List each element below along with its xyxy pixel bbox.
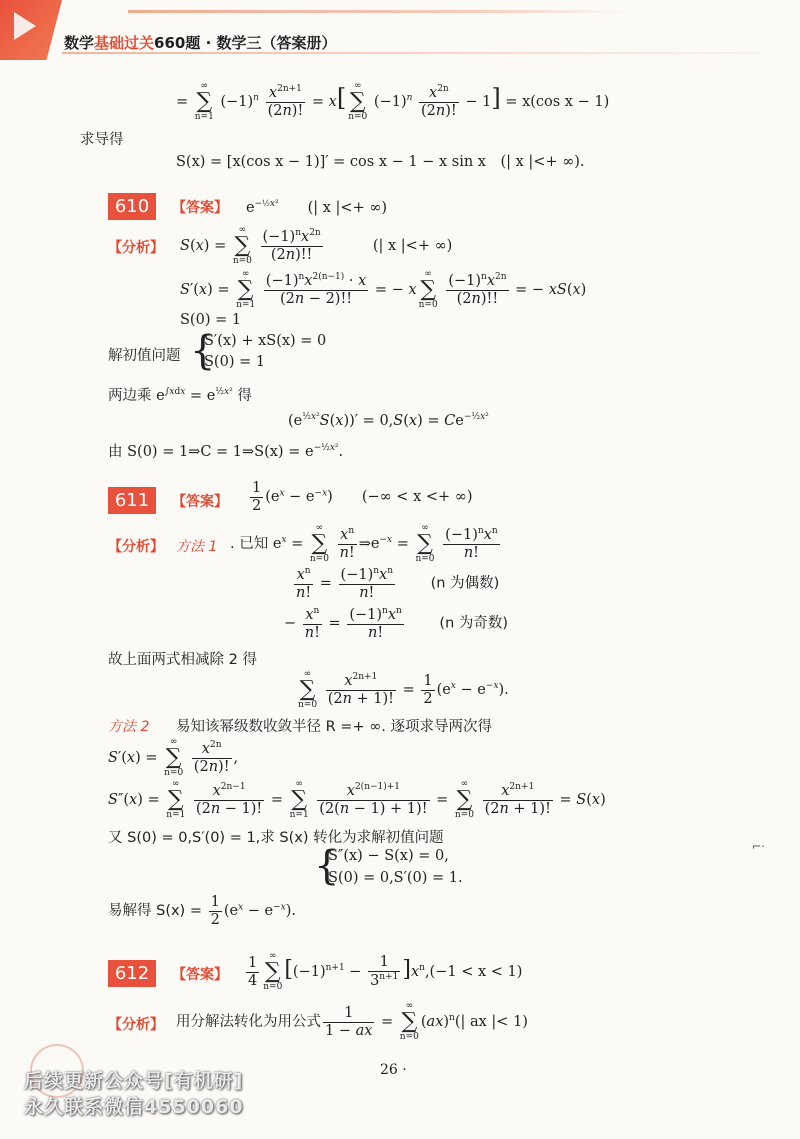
- even-note: (n 为偶数): [430, 575, 500, 592]
- result-line-610: 由 S(0) = 1⇒C = 1⇒S(x) = $e^{-\frac{1}{2}x^2}$.: [108, 443, 344, 460]
- ink-speck: ⌐·: [752, 840, 765, 853]
- title-highlight: 基础过关: [94, 34, 155, 52]
- problem-badge-610: 610: [108, 193, 156, 220]
- answer-612: $\frac{1}{4}$ ∞ ∑ n=0 [$(-1)^{n+1}$ − $\frac{1}{3^{n+1}}$ ]$x^n,(-1 < x < 1)$: [248, 951, 523, 992]
- result-text-610: 由 S(0) = 1⇒C = 1⇒S(x) =: [108, 444, 301, 460]
- solve-text: 易解得 S(x) =: [108, 903, 202, 920]
- answer-610-range: (| x |<+ ∞): [307, 200, 388, 216]
- known-label: . 已知: [230, 536, 269, 552]
- s-double-prime-611: S″(x) = ∞ ∑ n=1 $\frac{x^{2n-1}}{(2n - 1)!}$ = ∞ ∑ n=1 $\frac{x^{2(n-1)+1}}{(2(n - 1) + 1)!}$ = ∞ ∑ n=0 $\frac{x^{2n+1}}{(2n + 1)!}$ = S(x): [108, 779, 606, 820]
- answer-tag-612: 【答案】: [172, 967, 228, 983]
- multiply-tail: 得: [237, 388, 252, 404]
- formula-tail-612: (| ax |< 1): [454, 1014, 528, 1030]
- s0-610: S(0) = 1: [180, 312, 242, 328]
- method-1-label: 方法 1: [176, 539, 218, 555]
- method-2-text: 易知该幂级数收敛半径 R =+ ∞. 逐项求导两次得: [176, 719, 492, 735]
- header-rule: [128, 10, 628, 13]
- derive-label: 求导得: [80, 132, 124, 148]
- analysis-tag-611: 【分析】: [108, 539, 164, 555]
- watermark-line-1: 后续更新公众号[有机研]: [24, 1070, 244, 1092]
- analysis-tag-610: 【分析】: [108, 240, 164, 256]
- answer-611-range: (−∞ < x <+ ∞): [361, 489, 473, 506]
- known-series-611: . 已知 $e^x$ = ∞ ∑ n=0 $\frac{x^n}{n!}$ $\Rightarrow e^{-x}$ = ∞ ∑ n=0 $\frac{(-1)^nx^n}{n!}$: [230, 523, 498, 564]
- ivp-eq2-611: S(0) = 0,S′(0) = 1.: [328, 870, 463, 886]
- ivp-eq1-610: S′(x) + xS(x) = 0: [204, 333, 327, 349]
- play-arrow-icon: [14, 12, 36, 40]
- ivp-label-610: 解初值问题: [108, 348, 181, 364]
- s0-text-611: 又 S(0) = 0,S′(0) = 1,求 S(x) 转化为求解初值问题: [108, 830, 444, 846]
- odd-note: (n 为奇数): [439, 615, 509, 632]
- header-corner-decoration: [0, 0, 62, 60]
- answer-tag-610: 【答案】: [172, 200, 228, 216]
- ivp-eq2-610: S(0) = 1: [204, 354, 266, 370]
- analysis-612: 用分解法转化为用公式 $\frac{1}{1 - ax}$ = ∞ ∑ n=0 (ax)$^n$(| ax |< 1): [176, 1001, 528, 1042]
- odd-term-611: − $\frac{x^n}{n!}$ = $\frac{(-1)^nx^n}{n!}$ (n 为奇数): [284, 606, 509, 641]
- sinh-series-611: ∞ ∑ n=0 $\frac{x^{2n+1}}{(2n + 1)!}$ = $\frac{1}{2}$ $(e^x - e^{-x})$.: [298, 669, 509, 710]
- title-suffix: 660题 · 数学三（答案册）: [154, 34, 337, 52]
- s-derivative-610: S′(x) = ∞ ∑ n=1 $\frac{(-1)^nx^{2(n-1)} \cdot x}{(2n - 2)!!}$ = − x ∞ ∑ n=0 $\frac{(-1)^nx^{2n}}{(2n)!!}$ = − xS(x): [180, 269, 587, 310]
- s-prime-611: S′(x) = ∞ ∑ n=0 $\frac{x^{2n}}{(2n)!}$ ,: [108, 737, 239, 778]
- answer-tag-611: 【答案】: [172, 494, 228, 510]
- page-number: 26 ·: [380, 1062, 407, 1078]
- s-definition-610: S(x) = ∞ ∑ n=0 $\frac{(-1)^nx^{2n}}{(2n)!!}$ (| x |<+ ∞): [180, 225, 453, 266]
- watermark-line-2: 永久联系微信4550060: [24, 1096, 244, 1118]
- multiply-line-610: 两边乘 $e^{\int xdx} = e^{\frac{1}{2}x^2}$ 得: [108, 387, 252, 404]
- product-derivative-610: $(e^{\frac{1}{2}x^2}S(x))' = 0,S(x) = Ce^{-\frac{1}{2}x^2}$: [288, 412, 489, 429]
- page-header-title: [64, 32, 337, 53]
- method-2-label: 方法 2: [108, 719, 150, 735]
- series-line-1-result: = x(cos x − 1): [505, 94, 610, 110]
- answer-612-range: ,(−1 < x < 1): [424, 964, 523, 980]
- answer-611: $\frac{1}{2}$ $(e^x - e^{-x})$ (−∞ < x <+ ∞): [252, 480, 473, 514]
- ivp-brace-611: {: [314, 843, 340, 889]
- even-term-611: $\frac{x^n}{n!}$ = $\frac{(-1)^nx^n}{n!}$ (n 为偶数): [296, 566, 500, 601]
- s-definition-range: (| x |<+ ∞): [372, 238, 453, 254]
- problem-badge-611: 611: [108, 487, 156, 514]
- answer-610: $e^{-\frac{1}{2}x^2}$ (| x |<+ ∞): [246, 199, 388, 216]
- solve-line-611: 易解得 S(x) = $\frac{1}{2}$ $(e^x - e^{-x})$.: [108, 894, 296, 928]
- analysis-612-text: 用分解法转化为用公式: [176, 1014, 321, 1030]
- subtract-text-611: 故上面两式相减除 2 得: [108, 652, 257, 668]
- ivp-brace-610: {: [190, 328, 216, 374]
- title-prefix: 数学: [64, 34, 95, 52]
- multiply-label: 两边乘: [108, 388, 152, 404]
- ivp-eq1-611: S″(x) − S(x) = 0,: [328, 848, 449, 864]
- analysis-tag-612: 【分析】: [108, 1017, 164, 1033]
- series-line-1: = ∞ ∑ n=1 $(-1)^n$ $\frac{x^{2n+1}}{(2n)!}$ = x[ ∞ ∑ n=0 $(-1)^n$ $\frac{x^{2n}}{(2n)!}$ − 1] = x(cos x − 1): [176, 81, 610, 122]
- problem-badge-612: 612: [108, 960, 156, 987]
- derivative-line: S(x) = [x(cos x − 1)]′ = cos x − 1 − x sin x (| x |<+ ∞).: [176, 154, 585, 170]
